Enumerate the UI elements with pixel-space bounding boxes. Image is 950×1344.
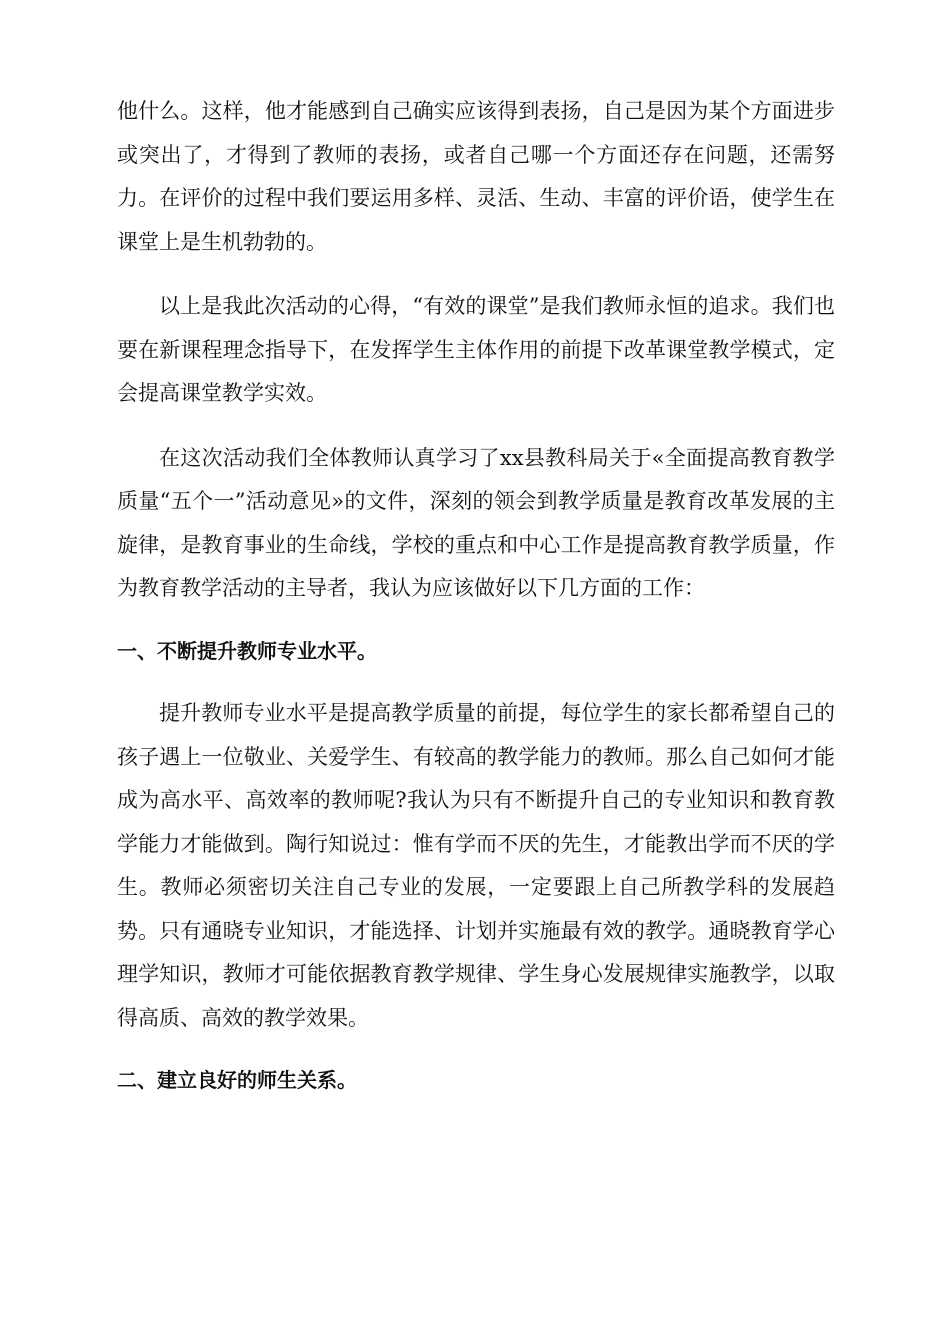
paragraph-gap xyxy=(117,611,835,630)
paragraph-gap xyxy=(117,1040,835,1059)
paragraph-gap xyxy=(117,264,835,285)
section-heading-2: 二、建立良好的师生关系。 xyxy=(117,1068,357,1092)
paragraph-gap xyxy=(117,673,835,692)
paragraph-gap xyxy=(117,416,835,437)
section-heading-1: 一、不断提升教师专业水平。 xyxy=(117,638,377,663)
paragraph-activity: 在这次活动我们全体教师认真学习了xx县教科局关于«全面提高教育教学质量“五个一”活动意见»的文件，深刻的领会到教学质量是教育改革发展的主旋律，是教育事业的生命线，学校的重点和中心工作是提高教育教学质量，作为教育教学活动的主导者，我认为应该做好以下几方面的工作： xyxy=(117,445,835,600)
paragraph-summary: 以上是我此次活动的心得，“有效的课堂”是我们教师永恒的追求。我们也要在新课程理念指导下，在发挥学生主体作用的前提下改革课堂教学模式，定会提高课堂教学实效。 xyxy=(117,294,835,405)
document-body xyxy=(117,90,835,1103)
paragraph-professional-level: 提升教师专业水平是提高教学质量的前提，每位学生的家长都希望自己的孩子遇上一位敬业、关爱学生、有较高的教学能力的教师。那么自己如何才能成为高水平、高效率的教师呢?我认为只有不断提升自己的专业知识和教育教学能力才能做到。陶行知说过：惟有学而不厌的先生，才能教出学而不厌的学生。教师必须密切关注自己专业的发展，一定要跟上自己所教学科的发展趋势。只有通晓专业知识，才能选择、计划并实施最有效的教学。通晓教育学心理学知识，教师才可能依据教育教学规律、学生身心发展规律实施教学，以取得高质、高效的教学效果。 xyxy=(117,701,835,1030)
paragraph-continuation: 他什么。这样，他才能感到自己确实应该得到表扬，自己是因为某个方面进步或突出了，才得到了教师的表扬，或者自己哪一个方面还存在问题，还需努力。在评价的过程中我们要运用多样、灵活、生动、丰富的评价语，使学生在课堂上是生机勃勃的。 xyxy=(117,99,835,254)
